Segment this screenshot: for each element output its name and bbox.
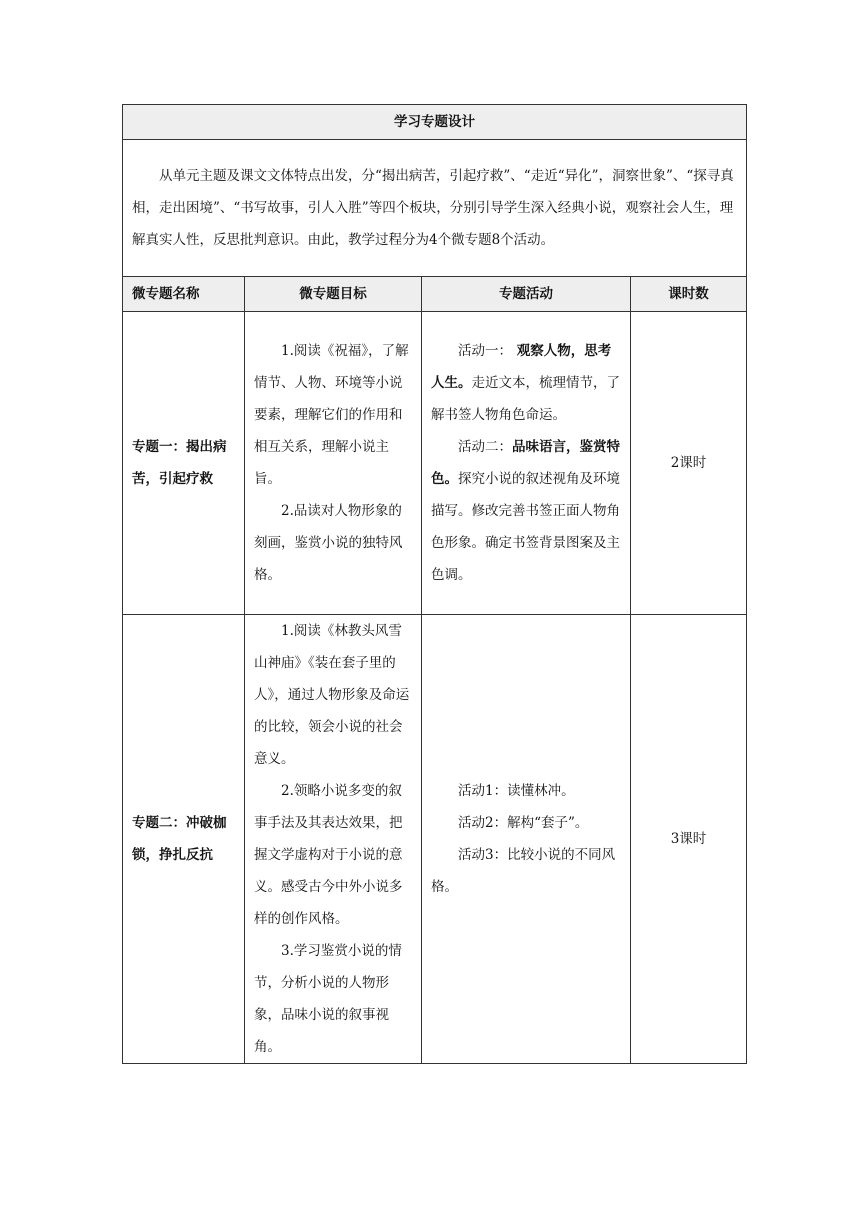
activity-rest: 走近文本，梳理情节，了解书签人物角色命运。 (431, 375, 620, 423)
title-row (123, 105, 747, 140)
intro-text: 从单元主题及课文文体特点出发，分“揭出病苦，引起疗救”、“走近“异化”，洞察世象”、“探寻真相，走出困境”、“书写故事，引人入胜”等四个板块，分别引导学生深入经典小说，观察社会人生，理解真实人性，反思批判意识。由此，教学过程分为4个微专题8个活动。 (123, 140, 747, 277)
goal-item: 2.领略小说多变的叙事手法及其表达效果，把握文学虚构对于小说的意义。感受古今中外小说多样的创作风格。 (254, 783, 403, 927)
table-row (123, 312, 747, 615)
topic-name: 专题一：揭出病苦，引起疗救 (123, 312, 245, 615)
activity-lead: 活动3：比较小说的不同风格。 (431, 847, 616, 895)
header-activities: 专题活动 (422, 277, 631, 312)
activity-lead: 活动二： (458, 439, 512, 455)
topic-hours: 3课时 (631, 615, 747, 1064)
header-row (123, 277, 747, 312)
activity-bold: 观察人物，思考人生。 (431, 343, 612, 391)
header-hours: 课时数 (631, 277, 747, 312)
topic-activities (422, 312, 631, 615)
topic-hours: 2课时 (631, 312, 747, 615)
activity-lead: 活动一： (458, 343, 512, 359)
lesson-design-table (122, 104, 747, 1064)
topic-goals (245, 312, 422, 615)
topic-name: 专题二：冲破枷锁，挣扎反抗 (123, 615, 245, 1064)
topic-goals (245, 615, 422, 1064)
activity-item (431, 335, 621, 431)
header-goals: 微专题目标 (245, 277, 422, 312)
activity-bold: 品味语言，鉴赏特色。 (431, 439, 620, 487)
intro-row (123, 140, 747, 277)
header-topic-name: 微专题名称 (123, 277, 245, 312)
activity-item (431, 775, 621, 807)
activity-item (431, 839, 621, 903)
goal-item: 1.阅读《林教头风雪山神庙》《装在套子里的人》，通过人物形象及命运的比较，领会小说的社会意义。 (254, 623, 410, 767)
activity-lead: 活动2：解构“套子”。 (458, 815, 589, 831)
goal-item: 3.学习鉴赏小说的情节，分析小说的人物形象，品味小说的叙事视角。 (254, 943, 402, 1055)
topic-activities (422, 615, 631, 1064)
goal-item: 1.阅读《祝福》，了解情节、人物、环境等小说要素，理解它们的作用和相互关系，理解小说主旨。 (254, 343, 409, 487)
activity-item (431, 431, 621, 591)
table-title: 学习专题设计 (123, 105, 747, 140)
activity-rest: 探究小说的叙述视角及环境描写。修改完善书签正面人物角色形象。确定书签背景图案及主色调。 (431, 471, 620, 583)
goal-item: 2.品读对人物形象的刻画，鉴赏小说的独特风格。 (254, 503, 403, 583)
activity-lead: 活动1：读懂林冲。 (458, 783, 575, 799)
table-row (123, 615, 747, 1064)
activity-item (431, 807, 621, 839)
